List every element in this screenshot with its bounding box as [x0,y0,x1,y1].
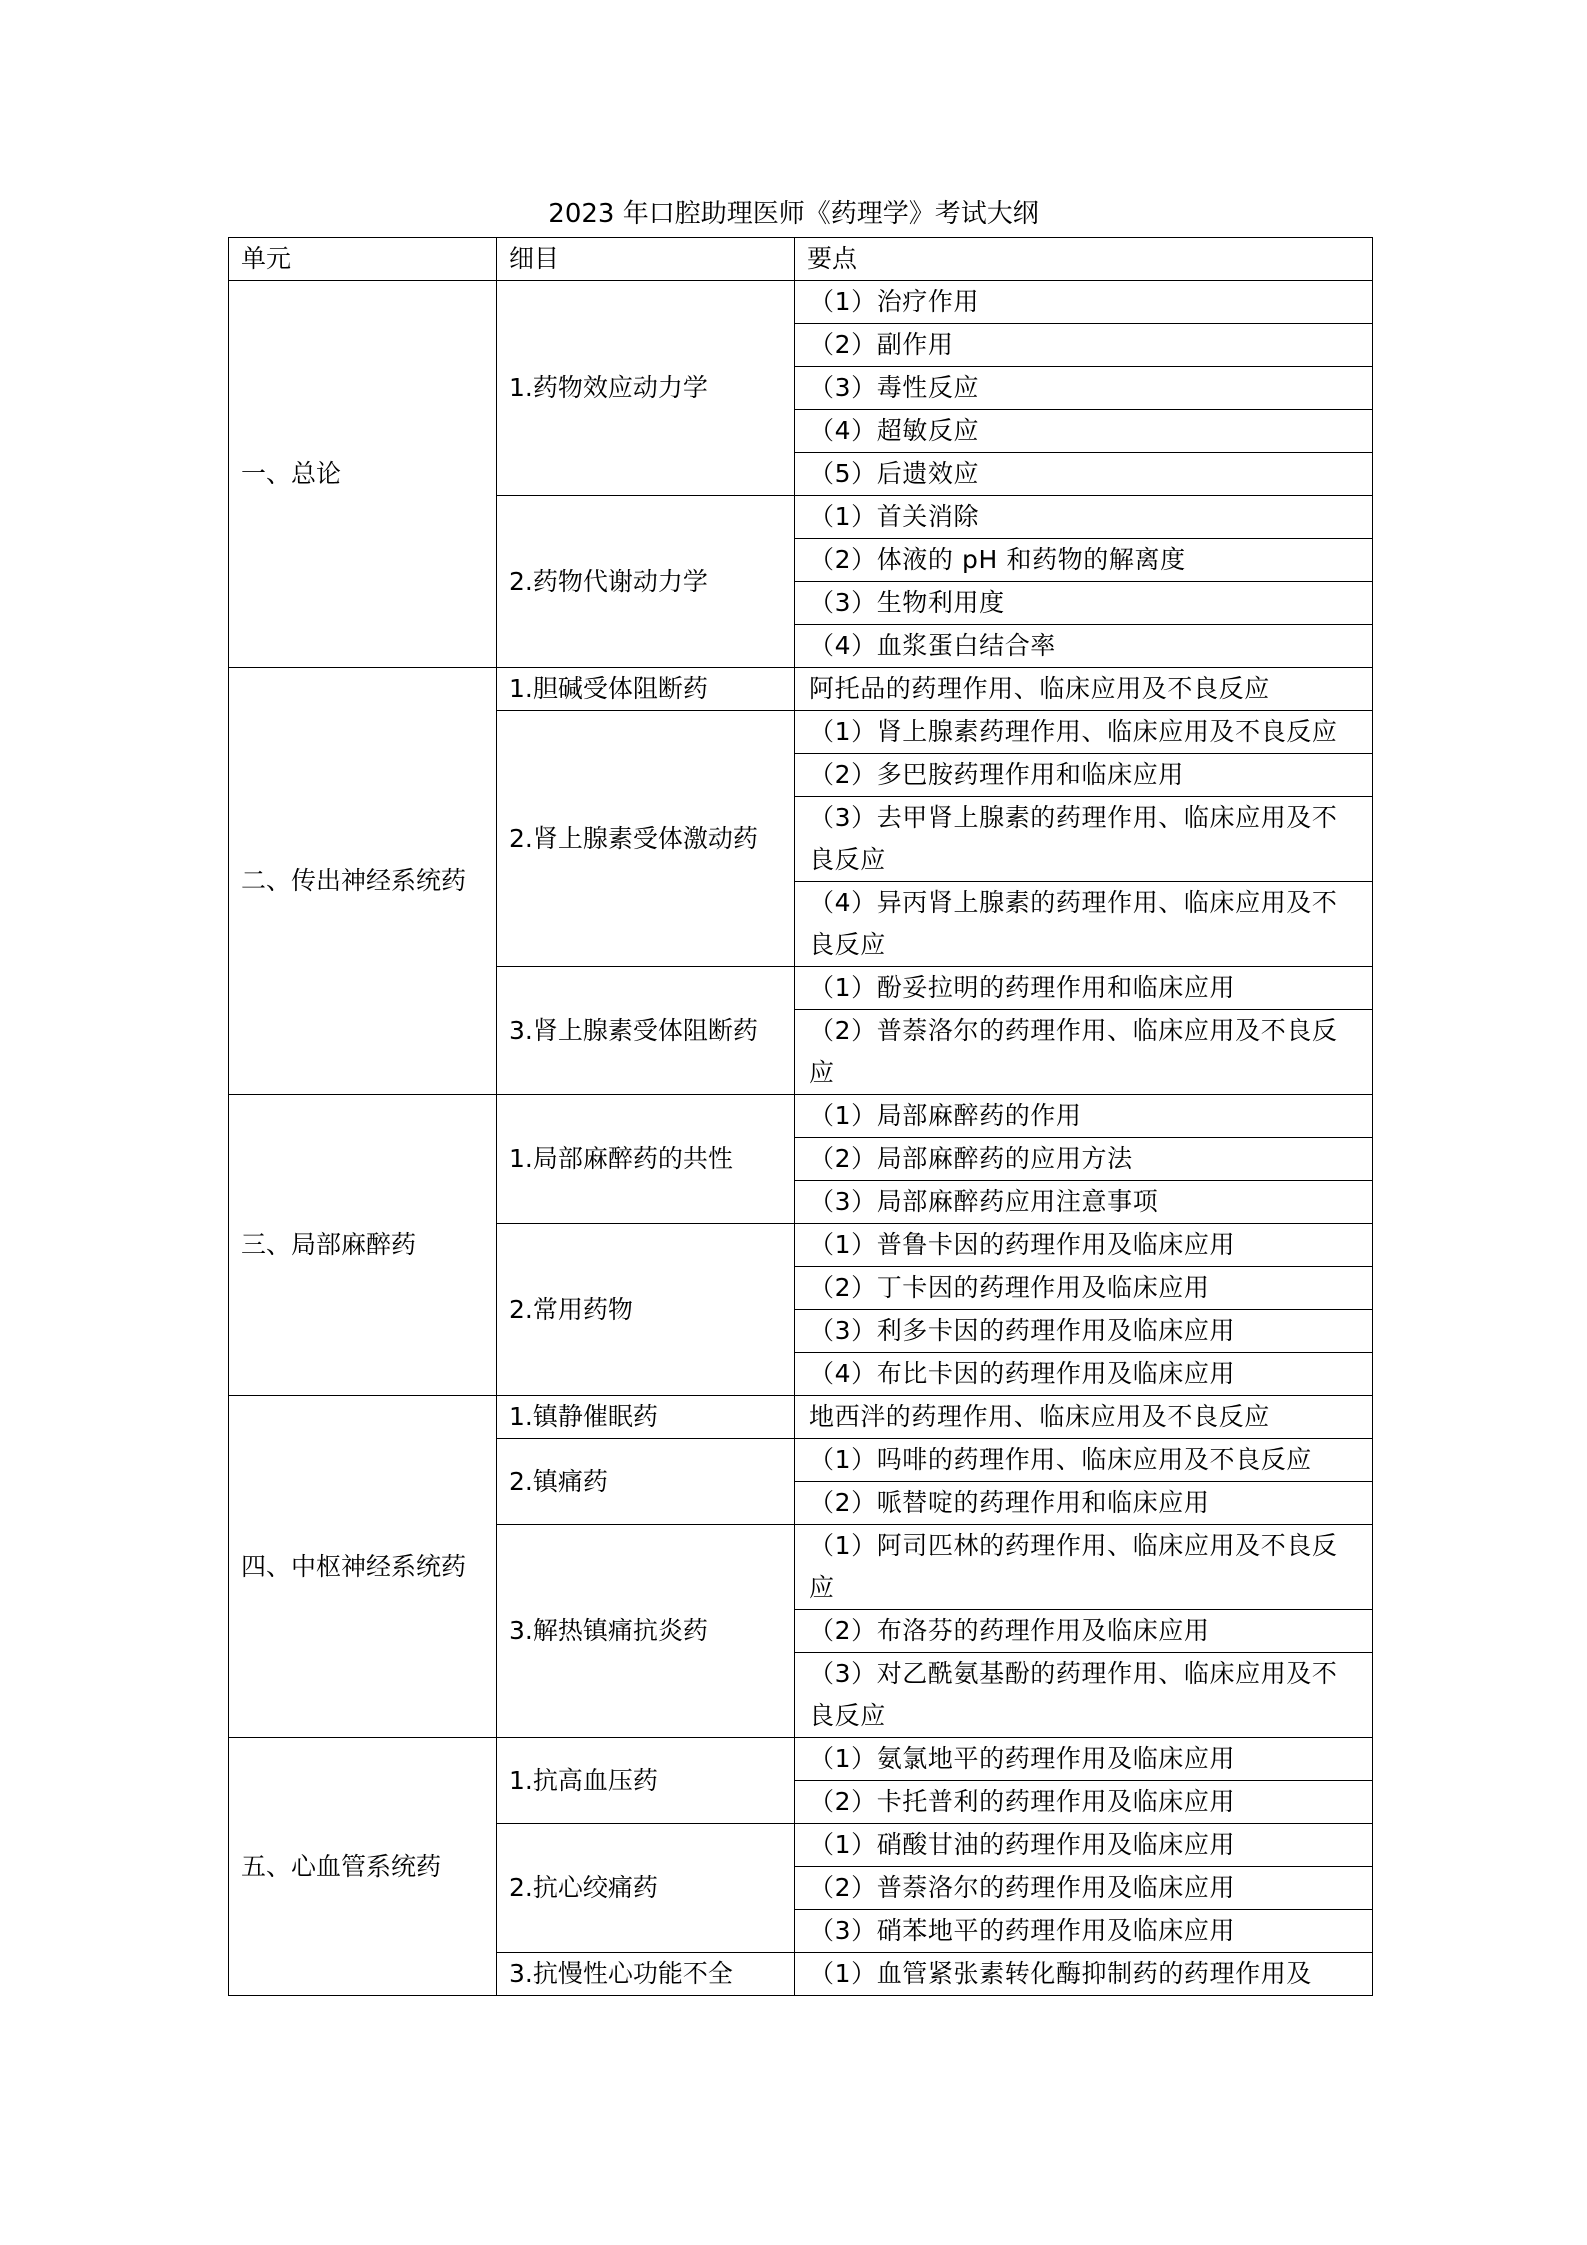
point-cell: （2）副作用 [795,324,1373,367]
item-cell: 1.镇静催眠药 [497,1396,795,1439]
item-cell: 2.镇痛药 [497,1439,795,1525]
point-cell: （1）阿司匹林的药理作用、临床应用及不良反应 [795,1525,1373,1610]
point-cell: （3）对乙酰氨基酚的药理作用、临床应用及不良反应 [795,1653,1373,1738]
point-cell: （2）体液的 pH 和药物的解离度 [795,539,1373,582]
point-cell: （3）去甲肾上腺素的药理作用、临床应用及不良反应 [795,797,1373,882]
item-cell: 1.药物效应动力学 [497,281,795,496]
point-cell: （2）布洛芬的药理作用及临床应用 [795,1610,1373,1653]
item-cell: 1.抗高血压药 [497,1738,795,1824]
point-cell: （5）后遗效应 [795,453,1373,496]
point-cell: （4）布比卡因的药理作用及临床应用 [795,1353,1373,1396]
item-cell: 2.肾上腺素受体激动药 [497,711,795,967]
point-cell: （1）普鲁卡因的药理作用及临床应用 [795,1224,1373,1267]
table-row [229,668,1373,711]
point-cell: （2）普萘洛尔的药理作用及临床应用 [795,1867,1373,1910]
point-cell: （3）生物利用度 [795,582,1373,625]
item-cell: 2.抗心绞痛药 [497,1824,795,1953]
point-cell: （1）治疗作用 [795,281,1373,324]
item-cell: 1.胆碱受体阻断药 [497,668,795,711]
point-cell: （1）硝酸甘油的药理作用及临床应用 [795,1824,1373,1867]
header-unit: 单元 [229,238,497,281]
table-row [229,281,1373,324]
point-cell: （1）氨氯地平的药理作用及临床应用 [795,1738,1373,1781]
unit-cell: 三、局部麻醉药 [229,1095,497,1396]
point-cell: （3）局部麻醉药应用注意事项 [795,1181,1373,1224]
item-cell: 3.肾上腺素受体阻断药 [497,967,795,1095]
point-cell: （1）局部麻醉药的作用 [795,1095,1373,1138]
header-row [229,238,1373,281]
header-points: 要点 [795,238,1373,281]
point-cell: （2）卡托普利的药理作用及临床应用 [795,1781,1373,1824]
point-cell: （3）硝苯地平的药理作用及临床应用 [795,1910,1373,1953]
item-cell: 1.局部麻醉药的共性 [497,1095,795,1224]
syllabus-table [228,237,1373,1996]
table-row [229,1738,1373,1781]
point-cell: 阿托品的药理作用、临床应用及不良反应 [795,668,1373,711]
point-cell: （1）首关消除 [795,496,1373,539]
point-cell: （4）异丙肾上腺素的药理作用、临床应用及不良反应 [795,882,1373,967]
header-item: 细目 [497,238,795,281]
point-cell: （1）吗啡的药理作用、临床应用及不良反应 [795,1439,1373,1482]
point-cell: （3）毒性反应 [795,367,1373,410]
point-cell: （1）血管紧张素转化酶抑制药的药理作用及 [795,1953,1373,1996]
item-cell: 3.解热镇痛抗炎药 [497,1525,795,1738]
item-cell: 2.常用药物 [497,1224,795,1396]
unit-cell: 五、心血管系统药 [229,1738,497,1996]
unit-cell: 二、传出神经系统药 [229,668,497,1095]
point-cell: （1）肾上腺素药理作用、临床应用及不良反应 [795,711,1373,754]
point-cell: （3）利多卡因的药理作用及临床应用 [795,1310,1373,1353]
unit-cell: 一、总论 [229,281,497,668]
point-cell: （2）哌替啶的药理作用和临床应用 [795,1482,1373,1525]
point-cell: （1）酚妥拉明的药理作用和临床应用 [795,967,1373,1010]
document-title: 2023 年口腔助理医师《药理学》考试大纲 [548,199,1039,229]
point-cell: （2）丁卡因的药理作用及临床应用 [795,1267,1373,1310]
point-cell: 地西泮的药理作用、临床应用及不良反应 [795,1396,1373,1439]
point-cell: （4）超敏反应 [795,410,1373,453]
item-cell: 2.药物代谢动力学 [497,496,795,668]
point-cell: （4）血浆蛋白结合率 [795,625,1373,668]
table-row [229,1396,1373,1439]
point-cell: （2）多巴胺药理作用和临床应用 [795,754,1373,797]
table-row [229,1095,1373,1138]
point-cell: （2）普萘洛尔的药理作用、临床应用及不良反应 [795,1010,1373,1095]
point-cell: （2）局部麻醉药的应用方法 [795,1138,1373,1181]
unit-cell: 四、中枢神经系统药 [229,1396,497,1738]
item-cell: 3.抗慢性心功能不全 [497,1953,795,1996]
